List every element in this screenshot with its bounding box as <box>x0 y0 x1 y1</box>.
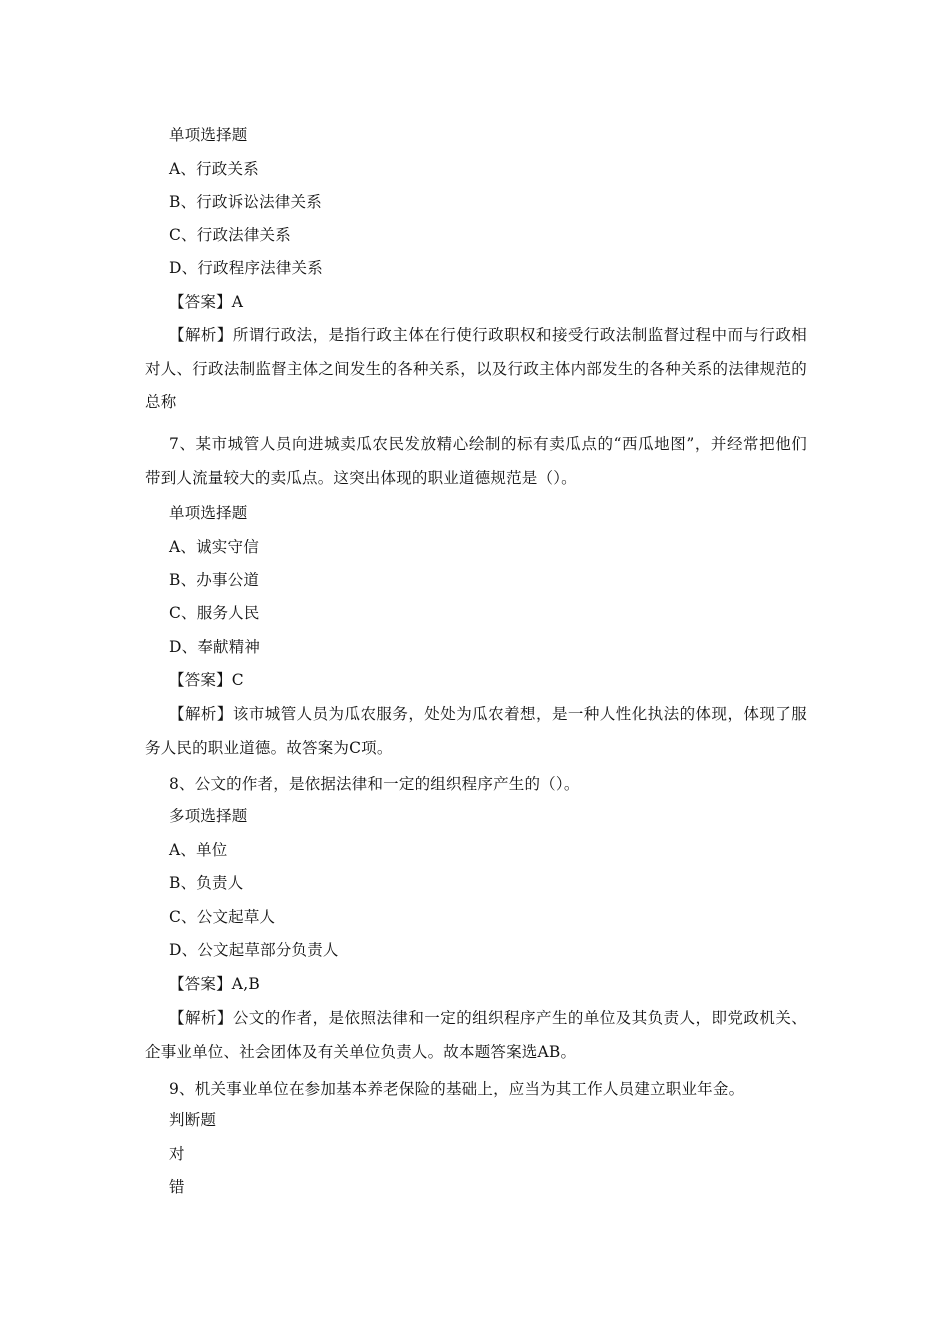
q7-option-a: A、诚实守信 <box>169 538 259 556</box>
q8-option-d: D、公文起草部分负责人 <box>169 941 339 959</box>
q9-option-true: 对 <box>169 1145 185 1163</box>
q6-option-c: C、行政法律关系 <box>169 226 291 244</box>
q8-stem: 8、公文的作者，是依据法律和一定的组织程序产生的（）。 <box>169 775 580 793</box>
q9-stem: 9、机关事业单位在参加基本养老保险的基础上，应当为其工作人员建立职业年金。 <box>169 1080 745 1098</box>
q6-type-label: 单项选择题 <box>169 126 248 144</box>
q8-option-a: A、单位 <box>169 841 228 859</box>
q7-stem: 7、某市城管人员向进城卖瓜农民发放精心绘制的标有卖瓜点的“西瓜地图”，并经常把他们带到人流量较大的卖瓜点。这突出体现的职业道德规范是（）。 <box>145 435 807 487</box>
q8-option-c: C、公文起草人 <box>169 908 276 926</box>
q6-option-b: B、行政诉讼法律关系 <box>169 193 322 211</box>
q7-analysis: 【解析】该市城管人员为瓜农服务，处处为瓜农着想，是一种人性化执法的体现，体现了服务人民的职业道德。故答案为C项。 <box>145 705 807 757</box>
q9-option-false: 错 <box>169 1178 185 1196</box>
q7-option-b: B、办事公道 <box>169 571 260 589</box>
q7-answer: 【答案】C <box>169 671 244 689</box>
q8-option-b: B、负责人 <box>169 874 244 892</box>
q7-type-label: 单项选择题 <box>169 504 248 522</box>
q7-option-c: C、服务人民 <box>169 604 260 622</box>
q6-analysis: 【解析】所谓行政法，是指行政主体在行使行政职权和接受行政法制监督过程中而与行政相对人、行政法制监督主体之间发生的各种关系，以及行政主体内部发生的各种关系的法律规范的总称 <box>145 326 807 411</box>
q8-answer: 【答案】A,B <box>169 975 260 993</box>
q8-analysis: 【解析】公文的作者，是依照法律和一定的组织程序产生的单位及其负责人，即党政机关、企事业单位、社会团体及有关单位负责人。故本题答案选AB。 <box>145 1009 807 1061</box>
q8-type-label: 多项选择题 <box>169 807 248 825</box>
q6-option-d: D、行政程序法律关系 <box>169 259 323 277</box>
q9-type-label: 判断题 <box>169 1111 217 1129</box>
q6-answer: 【答案】A <box>169 293 244 311</box>
q7-option-d: D、奉献精神 <box>169 638 261 656</box>
q6-option-a: A、行政关系 <box>169 160 259 178</box>
